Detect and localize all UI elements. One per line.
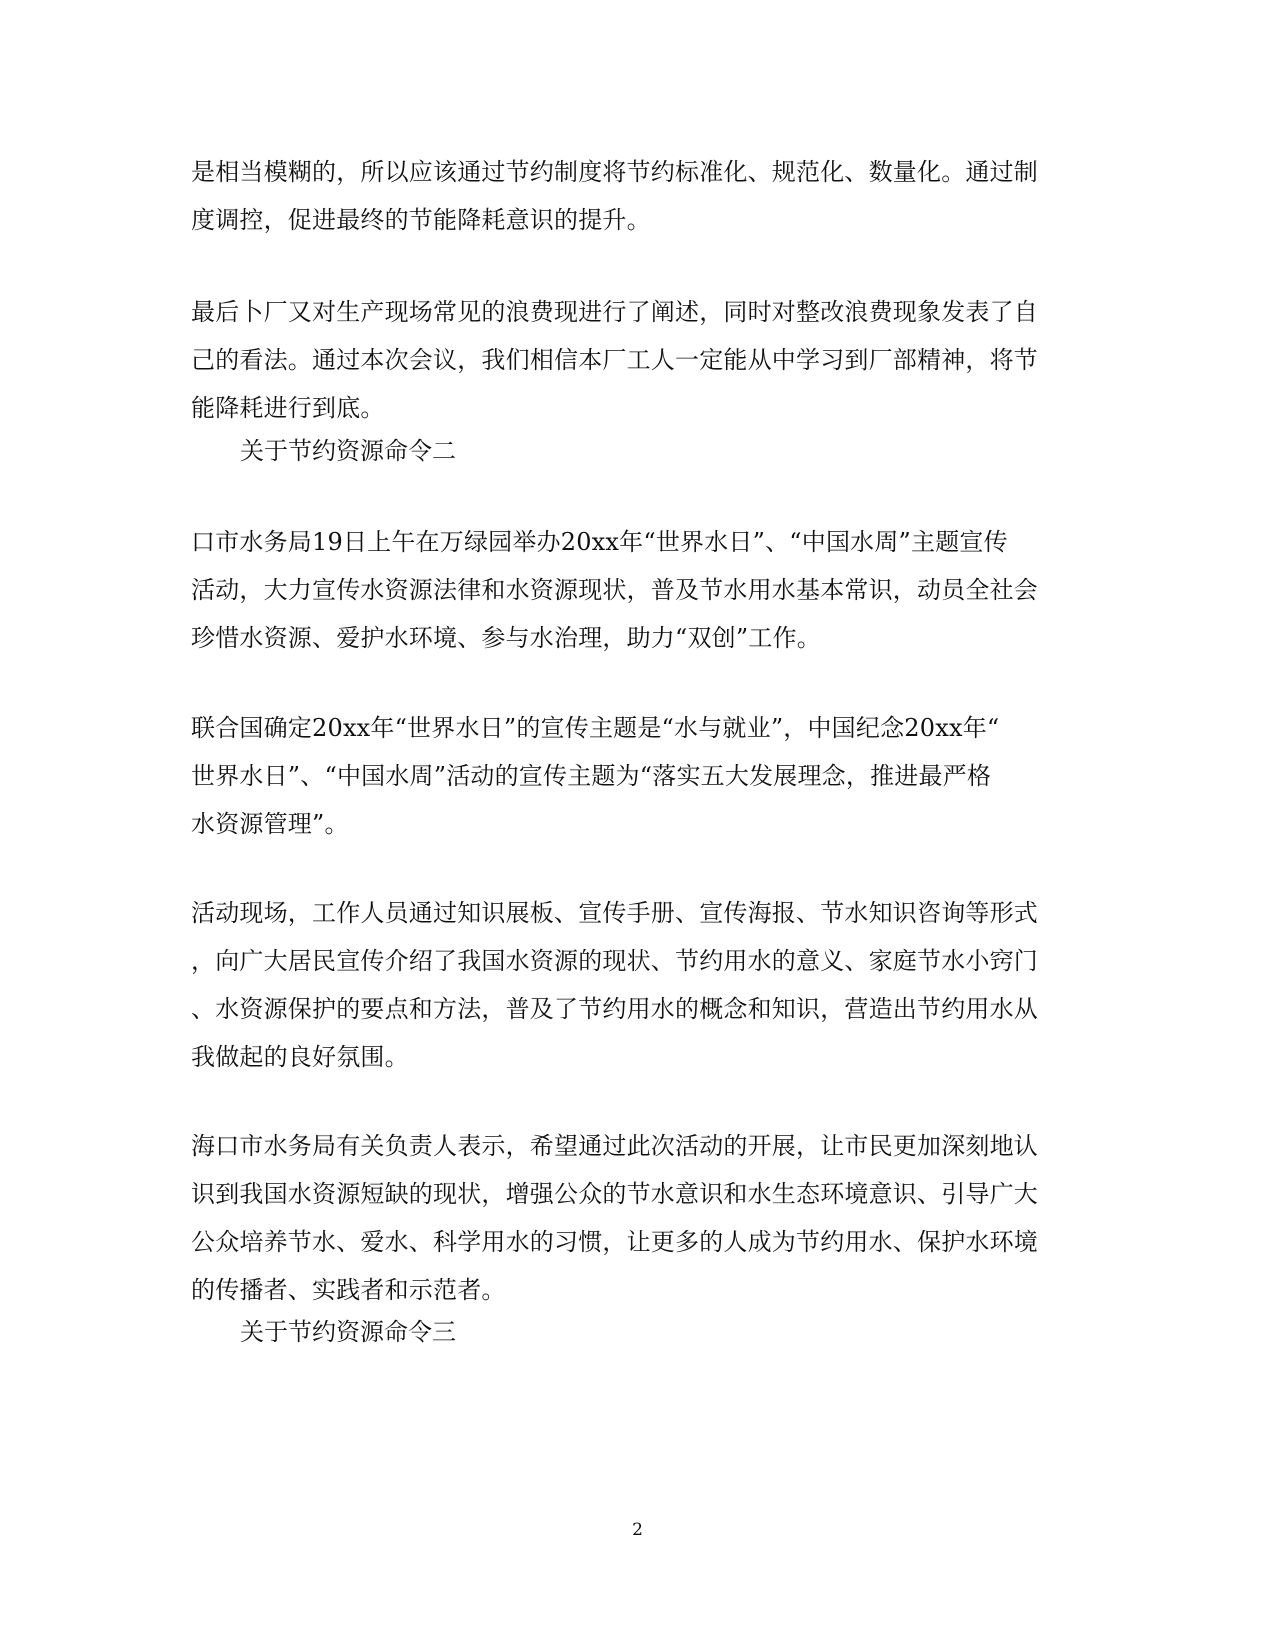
page-number: 2 [632,1520,643,1540]
paragraph-line: 己的看法。通过本次会议，我们相信本厂工人一定能从中学习到厂部精神，将节 [191,346,1038,374]
section-heading-2: 关于节约资源命令二 [240,437,456,465]
paragraph-1 [191,148,1071,244]
paragraph-line: 海口市水务局有关负责人表示，希望通过此次活动的开展，让市民更加深刻地认 [191,1132,1038,1160]
paragraph-4 [191,704,1071,848]
paragraph-line: 活动，大力宣传水资源法律和水资源现状，普及节水用水基本常识，动员全社会 [191,576,1038,604]
paragraph-3 [191,518,1071,662]
paragraph-line: 世界水日”、“中国水周”活动的宣传主题为“落实五大发展理念，推进最严格 [191,762,992,790]
paragraph-line: 珍惜水资源、爱护水环境、参与水治理，助力“双创”工作。 [191,624,821,652]
paragraph-line: 我做起的良好氛围。 [191,1043,409,1071]
paragraph-line: 、水资源保护的要点和方法，普及了节约用水的概念和知识，营造出节约用水从 [191,995,1038,1023]
paragraph-5 [191,889,1071,1081]
paragraph-line: 口市水务局19日上午在万绿园举办20xx年“世界水日”、“中国水周”主题宣传 [191,528,1008,556]
paragraph-line: 活动现场，工作人员通过知识展板、宣传手册、宣传海报、节水知识咨询等形式 [191,899,1038,927]
paragraph-6 [191,1122,1071,1314]
paragraph-line: 联合国确定20xx年“世界水日”的宣传主题是“水与就业”，中国纪念20xx年“ [191,714,1000,742]
paragraph-line: 水资源管理”。 [191,810,349,838]
paragraph-2 [191,288,1071,432]
paragraph-line: 是相当模糊的，所以应该通过节约制度将节约标准化、规范化、数量化。通过制 [191,158,1038,186]
section-heading-3: 关于节约资源命令三 [240,1318,456,1346]
paragraph-line: 最后卜厂又对生产现场常见的浪费现进行了阐述，同时对整改浪费现象发表了自 [191,298,1038,326]
paragraph-line: 公众培养节水、爱水、科学用水的习惯，让更多的人成为节约用水、保护水环境 [191,1228,1038,1256]
paragraph-line: ，向广大居民宣传介绍了我国水资源的现状、节约用水的意义、家庭节水小窍门 [191,947,1038,975]
paragraph-line: 识到我国水资源短缺的现状，增强公众的节水意识和水生态环境意识、引导广大 [191,1180,1038,1208]
paragraph-line: 能降耗进行到底。 [191,394,385,422]
paragraph-line: 度调控，促进最终的节能降耗意识的提升。 [191,206,651,234]
paragraph-line: 的传播者、实践者和示范者。 [191,1276,506,1304]
